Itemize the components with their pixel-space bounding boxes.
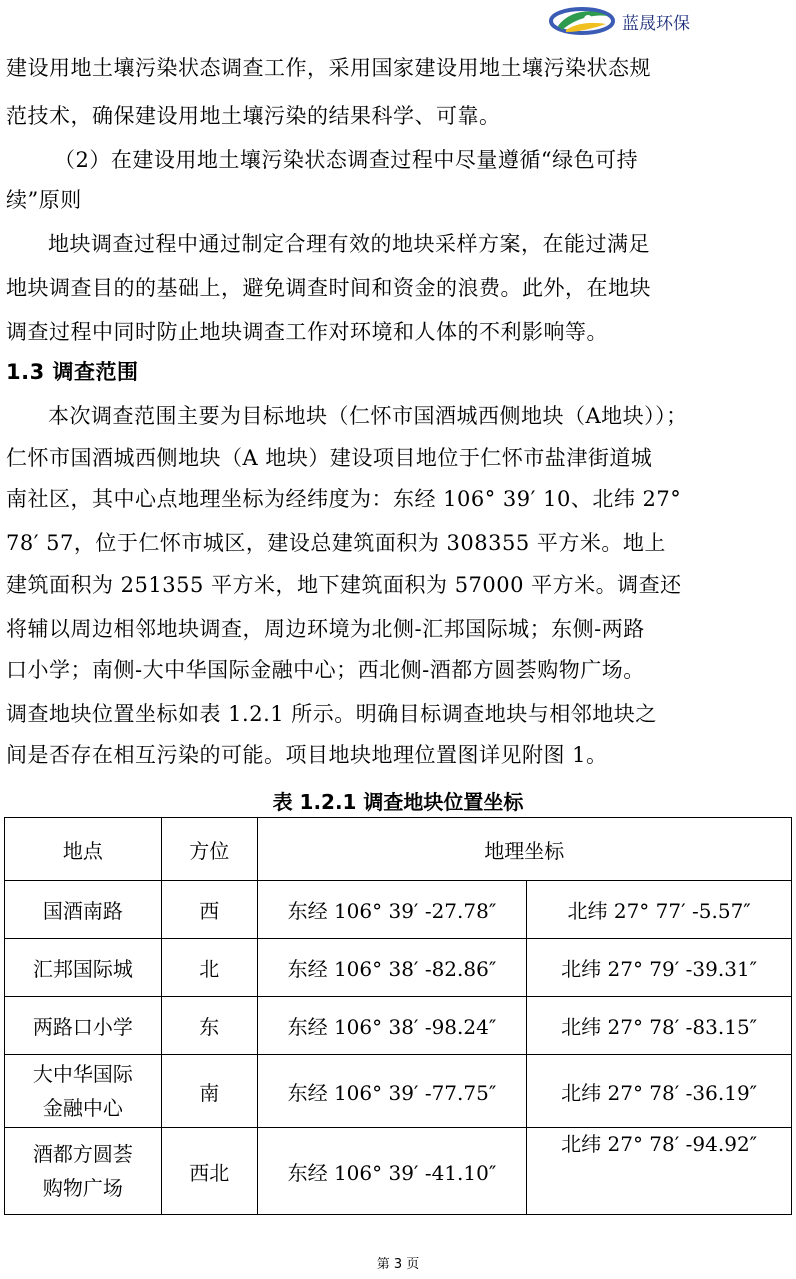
- cell-direction: 西北: [161, 1128, 257, 1215]
- body-text-line: 范技术，确保建设用地土壤污染的结果科学、可靠。: [6, 104, 501, 128]
- table-row: [5, 881, 792, 939]
- body-text-line: 仁怀市国酒城西侧地块（A 地块）建设项目地位于仁怀市盐津街道城: [6, 446, 653, 470]
- cell-place: [5, 1055, 162, 1128]
- cell-longitude: 东经 106° 38′ -98.24″: [257, 997, 527, 1055]
- body-text-line: 南社区，其中心点地理坐标为经纬度为：东经 106° 39′ 10、北纬 27°: [6, 487, 682, 511]
- cell-direction: 东: [161, 997, 257, 1055]
- body-text-line: 口小学；南侧-大中华国际金融中心；西北侧-酒都方圆荟购物广场。: [6, 658, 645, 682]
- body-text-line: 续”原则: [6, 188, 82, 212]
- table-row: [5, 1055, 792, 1128]
- section-heading: 1.3 调查范围: [6, 360, 139, 384]
- cell-place-line: 金融中心: [42, 1096, 123, 1120]
- cell-place: 汇邦国际城: [5, 939, 162, 997]
- table-row: [5, 997, 792, 1055]
- cell-latitude: 北纬 27° 77′ -5.57″: [527, 881, 792, 939]
- body-text-line: 间是否存在相互污染的可能。项目地块地理位置图详见附图 1。: [6, 743, 608, 767]
- cell-longitude: 东经 106° 39′ -77.75″: [257, 1055, 527, 1128]
- cell-longitude: 东经 106° 39′ -41.10″: [257, 1128, 527, 1215]
- cell-place-line: 酒都方圆荟: [32, 1142, 133, 1166]
- body-text-line: 地块调查过程中通过制定合理有效的地块采样方案，在能过满足: [48, 232, 650, 256]
- cell-latitude: 北纬 27° 78′ -94.92″: [527, 1128, 792, 1215]
- cell-direction: 西: [161, 881, 257, 939]
- header-coordinates: 地理坐标: [257, 818, 791, 881]
- body-text-line: （2）在建设用地土壤污染状态调查过程中尽量遵循“绿色可持: [54, 148, 639, 172]
- company-name: 蓝晟环保: [622, 14, 690, 34]
- page-header: [0, 0, 796, 46]
- body-text-line: 调查地块位置坐标如表 1.2.1 所示。明确目标调查地块与相邻地块之: [6, 702, 657, 726]
- body-text-line: 建筑面积为 251355 平方米，地下建筑面积为 57000 平方米。调查还: [6, 573, 682, 597]
- cell-longitude: 东经 106° 38′ -82.86″: [257, 939, 527, 997]
- cell-place-line: 购物广场: [42, 1176, 123, 1200]
- body-text-line: 78′ 57，位于仁怀市城区，建设总建筑面积为 308355 平方米。地上: [6, 531, 666, 555]
- cell-place: [5, 1128, 162, 1215]
- cell-latitude: 北纬 27° 79′ -39.31″: [527, 939, 792, 997]
- coordinates-table: [4, 817, 792, 1215]
- table-header-row: [5, 818, 792, 881]
- body-text-line: 调查过程中同时防止地块调查工作对环境和人体的不利影响等。: [6, 320, 608, 344]
- body-text-line: 建设用地土壤污染状态调查工作，采用国家建设用地土壤污染状态规: [6, 56, 651, 80]
- cell-longitude: 东经 106° 39′ -27.78″: [257, 881, 527, 939]
- body-text-line: 本次调查范围主要为目标地块（仁怀市国酒城西侧地块（A地块））；: [48, 404, 688, 428]
- body-text-line: 将辅以周边相邻地块调查，周边环境为北侧-汇邦国际城；东侧-两路: [6, 617, 645, 641]
- table-row: [5, 939, 792, 997]
- body-text-line: 地块调查目的的基础上，避免调查时间和资金的浪费。此外，在地块: [6, 276, 651, 300]
- cell-place: 国酒南路: [5, 881, 162, 939]
- cell-direction: 北: [161, 939, 257, 997]
- cell-latitude: 北纬 27° 78′ -36.19″: [527, 1055, 792, 1128]
- table-caption: 表 1.2.1 调查地块位置坐标: [272, 790, 524, 814]
- table-row: [5, 1128, 792, 1215]
- page-number: 第 3 页: [376, 1257, 420, 1272]
- header-place: 地点: [5, 818, 162, 881]
- cell-latitude: 北纬 27° 78′ -83.15″: [527, 997, 792, 1055]
- lansheng-logo-icon: [548, 4, 616, 36]
- header-direction: 方位: [161, 818, 257, 881]
- cell-place-line: 大中华国际: [32, 1062, 133, 1086]
- cell-direction: 南: [161, 1055, 257, 1128]
- cell-place: 两路口小学: [5, 997, 162, 1055]
